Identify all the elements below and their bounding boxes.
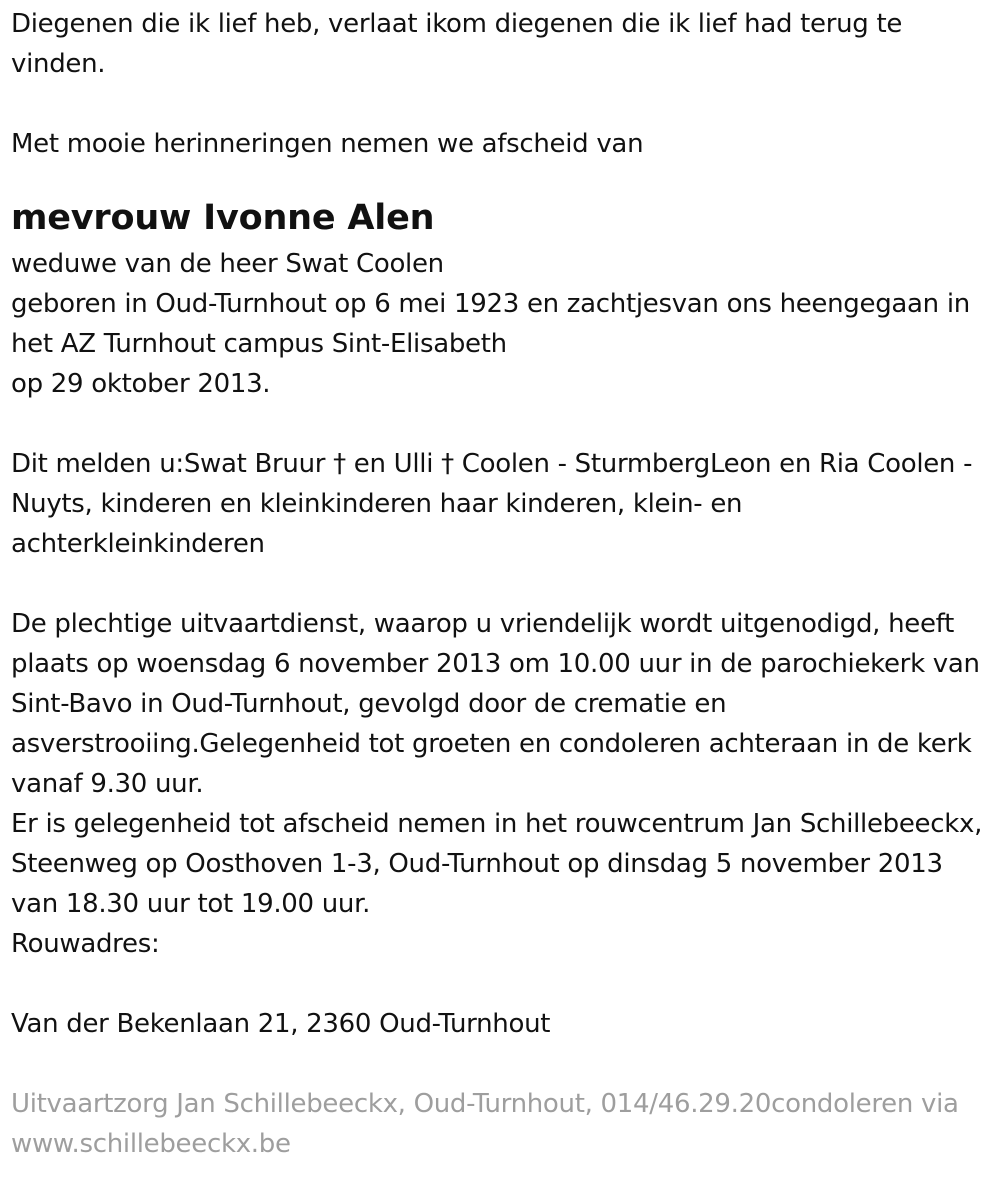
service-details: De plechtige uitvaartdienst, waarop u vriendelijk wordt uitgenodigd, heeft plaats op woensdag 6 november 2013 om 10.00 uur in de parochiekerk van Sint-Bavo in Oud-Turnhout, gevolgd door de crematie en asverstrooiing.Gelegenheid tot groeten en condoleren achteraan in de kerk vanaf 9.30 uur. xyxy=(11,609,980,799)
announcement-text xyxy=(11,444,988,564)
announcement-part-1: Dit melden u:Swat Bruur xyxy=(11,449,334,479)
service-text xyxy=(11,604,988,964)
address-text: Van der Bekenlaan 21, 2360 Oud-Turnhout xyxy=(11,1009,551,1039)
cross-icon: † xyxy=(441,449,454,479)
deceased-name: mevrouw Ivonne Alen xyxy=(11,198,435,238)
address-label: Rouwadres: xyxy=(11,929,160,959)
detail-birth: geboren in Oud-Turnhout op 6 mei 1923 en zachtjesvan ons heengegaan in het AZ Turnhout campus Sint-Elisabeth xyxy=(11,289,970,359)
detail-widow: weduwe van de heer Swat Coolen xyxy=(11,249,444,279)
deceased-block xyxy=(11,192,988,404)
widow-line xyxy=(11,244,988,404)
funeral-home-footer: Uitvaartzorg Jan Schillebeeckx, Oud-Turnhout, 014/46.29.20condoleren via www.schillebeeckx.be xyxy=(11,1089,959,1159)
farewell-details: Er is gelegenheid tot afscheid nemen in het rouwcentrum Jan Schillebeeckx, Steenweg op Oosthoven 1-3, Oud-Turnhout op dinsdag 5 november 2013 van 18.30 uur tot 19.00 uur. xyxy=(11,809,983,919)
announcement-part-2: en Ulli xyxy=(345,449,442,479)
announcement-part-3: Coolen - SturmbergLeon en Ria Coolen - Nuyts, kinderen en kleinkinderen haar kinderen, klein- en achterkleinkinderen xyxy=(11,449,973,559)
motto-text: Diegenen die ik lief heb, verlaat ikom diegenen die ik lief had terug te vinden. xyxy=(11,9,903,79)
intro-text: Met mooie herinneringen nemen we afscheid van xyxy=(11,129,644,159)
cross-icon: † xyxy=(333,449,346,479)
detail-death-date: op 29 oktober 2013. xyxy=(11,369,271,399)
